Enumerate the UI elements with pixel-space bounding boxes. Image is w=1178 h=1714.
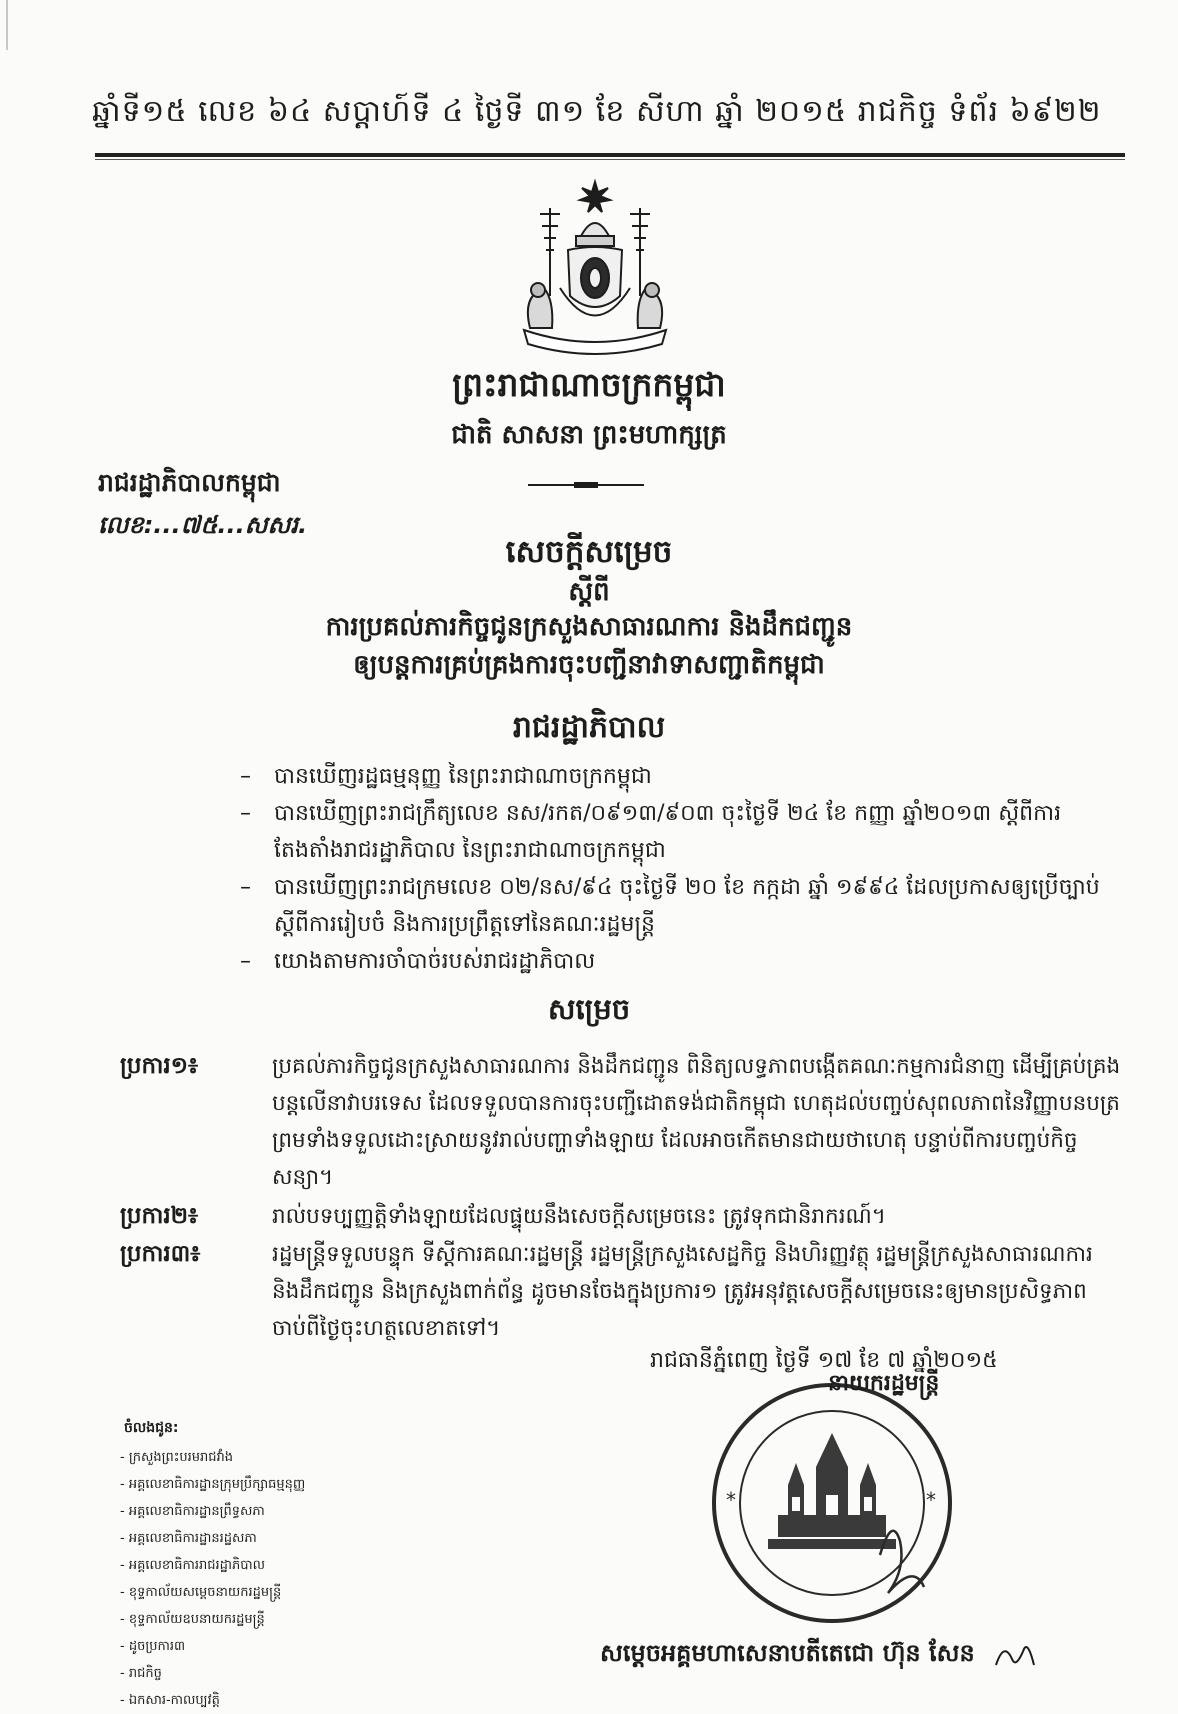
government-heading: រាជរដ្ឋាភិបាល: [512, 710, 666, 745]
article-text: រដ្ឋមន្ត្រីទទួលបន្ទុក ទីស្តីការគណៈរដ្ឋមន្ត្រី រដ្ឋមន្ត្រីក្រសួងសេដ្ឋកិច្ច និងហិរញ្ញវត្ថុ រដ្ឋមន្ត្រីក្រសួងសាធារណការ និងដឹកជញ្ជូន និងក្រសួងពាក់ព័ន្ធ ដូចមានចែងក្នុងប្រការ១ ត្រូវអនុវត្តសេចក្តីសម្រេចនេះឲ្យមានប្រសិទ្ធភាពចាប់ពីថ្ងៃចុះហត្ថលេខាតទៅ។: [272, 1242, 1093, 1341]
handwritten-signature-icon: [990, 1635, 1040, 1675]
scan-edge-mark: [6, 0, 8, 50]
seal-title: នាយករដ្ឋមន្ត្រី: [828, 1371, 940, 1396]
issuer-name: រាជរដ្ឋាភិបាលកម្ពុជា: [98, 468, 281, 497]
consideration-item: [240, 795, 1120, 869]
document-title: សេចក្តីសម្រេច: [505, 534, 673, 570]
dash-bullet: –: [240, 764, 251, 789]
cc-item: - អគ្គលេខាធិការដ្ឋានក្រុមប្រឹក្សាធម្មនុញ្ញ: [120, 1477, 306, 1492]
cc-list: [120, 1444, 305, 1714]
cc-item: - ដូចប្រការ៣: [120, 1639, 186, 1654]
article-label: ប្រការ១៖: [120, 1053, 199, 1079]
consideration-text: បានឃើញព្រះរាជក្រមលេខ ០២/នស/៩៤ ចុះថ្ងៃទី ២០ ខែ កក្កដា ឆ្នាំ ១៩៩៤ ដែលប្រកាសឲ្យប្រើច្បាប់ស្តីពីការរៀបចំ និងការប្រព្រឹត្តទៅនៃគណៈរដ្ឋមន្ត្រី: [274, 875, 1100, 937]
subject-line-1: ការប្រគល់ភារកិច្ចជូនក្រសួងសាធារណការ និងដឹកជញ្ជូន: [325, 612, 853, 642]
header-rule-thin: [95, 159, 1125, 160]
consideration-item: [240, 869, 1120, 943]
article-1: [120, 1048, 1130, 1196]
signatory-name: សម្តេចអគ្គមហាសេនាបតីតេជោ ហ៊ុន សែន: [600, 1639, 975, 1667]
dash-bullet: –: [240, 801, 251, 826]
royal-coat-of-arms-icon: [510, 178, 680, 358]
signature-drawing: [990, 1635, 1040, 1675]
consideration-text: យោងតាមការចាំបាច់របស់រាជរដ្ឋាភិបាល: [274, 949, 596, 974]
article-2: [120, 1198, 1130, 1235]
divider-ornament: [528, 481, 644, 489]
cc-item: - អគ្គលេខាធិការដ្ឋានរដ្ឋសភា: [120, 1531, 257, 1546]
considerations-list: [240, 758, 1120, 980]
consideration-text: បានឃើញព្រះរាជក្រឹត្យលេខ នស/រកត/០៩១៣/៩០៣ ចុះថ្ងៃទី ២៤ ខែ កញ្ញា ឆ្នាំ២០១៣ ស្តីពីការតែងតាំងរាជរដ្ឋាភិបាល នៃព្រះរាជាណាចក្រកម្ពុជា: [274, 801, 1062, 863]
consideration-item: [240, 758, 1120, 795]
consideration-text: បានឃើញរដ្ឋធម្មនុញ្ញ នៃព្រះរាជាណាចក្រកម្ពុជា: [274, 764, 652, 789]
article-text: រាល់បទប្បញ្ញត្តិទាំងឡាយដែលផ្ទុយនឹងសេចក្តីសម្រេចនេះ ត្រូវទុកជានិរាករណ៍។: [272, 1204, 886, 1229]
dash-bullet: –: [240, 875, 251, 900]
motto-divider: [528, 474, 644, 482]
decision-number: លេខ:...៧៥...សសរ.: [98, 511, 308, 539]
article-text: ប្រគល់ភារកិច្ចជូនក្រសួងសាធារណការ និងដឹកជញ្ជូន ពិនិត្យលទ្ធភាពបង្កើតគណៈកម្មការជំនាញ ដើម្បីគ្រប់គ្រងបន្តលើនាវាបរទេស ដែលទទួលបានការចុះបញ្ជីដោតទង់ជាតិកម្ពុជា ហេតុដល់បញ្ចប់សុពលភាពនៃវិញ្ញាបនបត្រ ព្រមទាំងទទួលដោះស្រាយនូវរាល់បញ្ហាទាំងឡាយ ដែលអាចកើតមានជាយថាហេតុ បន្ទាប់ពីការបញ្ចប់កិច្ចសន្យា។: [272, 1054, 1121, 1190]
cc-item: - ឯកសារ-កាលប្បវត្តិ: [120, 1693, 220, 1708]
consideration-item: [240, 943, 1120, 980]
dash-bullet: –: [240, 949, 251, 974]
svg-text:*: *: [726, 1488, 736, 1512]
article-label: ប្រការ៣៖: [120, 1241, 201, 1267]
cc-title: ចំលងជូន:: [124, 1420, 179, 1436]
cc-item: - ក្រសួងព្រះបរមរាជវាំង: [120, 1450, 234, 1465]
decides-heading: សម្រេច: [547, 992, 631, 1026]
prime-minister-seal-icon: [692, 1365, 972, 1635]
seal-drawing: [692, 1365, 972, 1635]
cc-item: - ខុទ្ទកាល័យសម្តេចនាយករដ្ឋមន្ត្រី: [120, 1585, 282, 1600]
cc-item: - រាជកិច្ច: [120, 1666, 162, 1681]
article-label: ប្រការ២៖: [120, 1203, 199, 1229]
national-motto: ជាតិ សាសនា ព្រះមហាក្សត្រ: [451, 420, 727, 450]
place-and-date: រាជធានីភ្នំពេញ ថ្ងៃទី ១៧ ខែ ៧ ឆ្នាំ២០១៥: [650, 1348, 998, 1373]
coat-of-arms-drawing: [510, 178, 680, 358]
article-3: [120, 1236, 1130, 1347]
gazette-header: ឆ្នាំទី១៥ លេខ ៦៤ សប្តាហ៍ទី ៤ ថ្ងៃទី ៣១ ខែ សីហា ឆ្នាំ ២០១៥ រាជកិច្ច ទំព័រ ៦៩២២: [92, 94, 1102, 129]
subject-line-2: ឲ្យបន្តការគ្រប់គ្រងការចុះបញ្ជីនាវាទាសញ្ជាតិកម្ពុជា: [353, 650, 825, 680]
kingdom-name: ព្រះរាជាណាចក្រកម្ពុជា: [452, 365, 726, 404]
cc-item: - អគ្គលេខាធិការដ្ឋានព្រឹទ្ធសភា: [120, 1504, 265, 1519]
about-label: ស្តីពី: [568, 577, 610, 607]
cc-item: - ខុទ្ទកាល័យឧបនាយករដ្ឋមន្ត្រី: [120, 1612, 265, 1627]
svg-text:*: *: [926, 1488, 936, 1512]
header-rule: [95, 153, 1125, 157]
cc-item: - អគ្គលេខាធិការរាជរដ្ឋាភិបាល: [120, 1558, 265, 1573]
